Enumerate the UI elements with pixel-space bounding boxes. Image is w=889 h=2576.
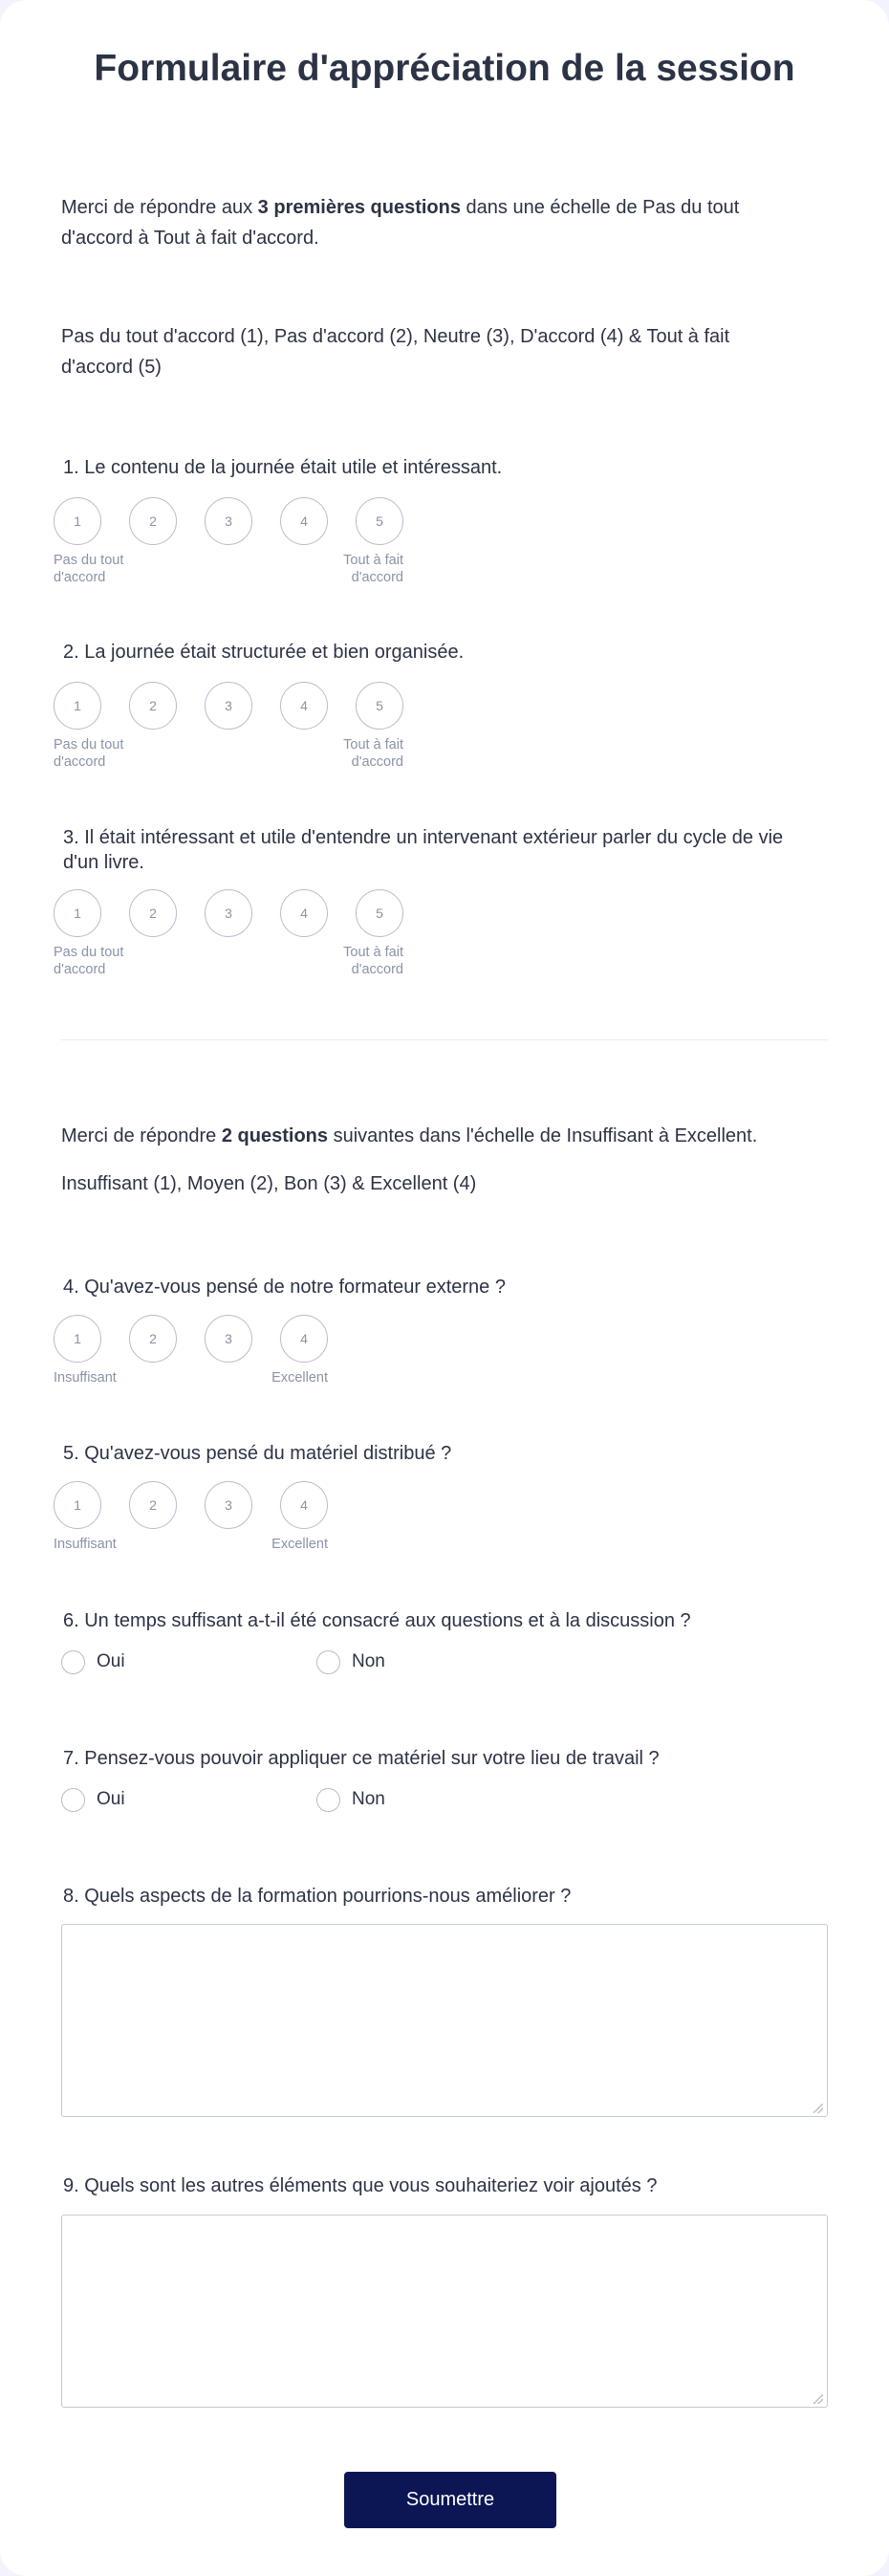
question-4-scale — [54, 1315, 340, 1391]
q2-option-3[interactable]: 3 — [205, 682, 252, 730]
q2-low-label: Pas du tout d'accord — [54, 737, 124, 770]
question-1-scale — [54, 497, 407, 585]
q5-option-4[interactable]: 4 — [280, 1481, 328, 1529]
q6-no-label: Non — [352, 1651, 385, 1671]
q2-option-2[interactable]: 2 — [129, 682, 177, 730]
q3-option-4[interactable]: 4 — [280, 889, 328, 937]
q4-option-4[interactable]: 4 — [280, 1315, 328, 1363]
q1-high-label: Tout à fait d'accord — [343, 553, 403, 585]
intro-2-text: Merci de répondre — [61, 1125, 222, 1146]
q5-low-label: Insuffisant — [54, 1537, 117, 1552]
q6-no-radio[interactable] — [316, 1650, 340, 1674]
q7-option-no[interactable] — [316, 1786, 385, 1813]
question-7-label: 7. Pensez-vous pouvoir appliquer ce matériel sur votre lieu de travail ? — [63, 1748, 660, 1769]
question-3-label: 3. Il était intéressant et utile d'entendre un intervenant extérieur parler du cycle de vie d'un livre. — [63, 827, 784, 873]
q3-high-label: Tout à fait d'accord — [343, 945, 403, 977]
q5-option-1[interactable]: 1 — [54, 1481, 101, 1529]
q9-textarea[interactable] — [61, 2215, 828, 2408]
section-divider — [61, 1039, 828, 1040]
q1-option-1[interactable]: 1 — [54, 497, 101, 545]
question-2-scale — [54, 682, 407, 770]
q5-option-3[interactable]: 3 — [205, 1481, 252, 1529]
q5-high-label: Excellent — [271, 1537, 328, 1552]
q7-no-label: Non — [352, 1789, 385, 1809]
q4-option-1[interactable]: 1 — [54, 1315, 101, 1363]
q3-option-5[interactable]: 5 — [356, 889, 403, 937]
q8-resize-handle[interactable] — [813, 2104, 823, 2113]
q4-high-label: Excellent — [271, 1370, 328, 1386]
q2-high-label: Tout à fait d'accord — [343, 737, 403, 770]
intro-1-text-end: dans une échelle de Pas du tout d'accord à Tout à fait d'accord. — [61, 197, 740, 249]
question-5-scale — [54, 1481, 340, 1558]
question-2-label: 2. La journée était structurée et bien organisée. — [63, 642, 465, 663]
q7-yes-radio[interactable] — [61, 1788, 85, 1812]
q2-option-5[interactable]: 5 — [356, 682, 403, 730]
question-1-label: 1. Le contenu de la journée était utile et intéressant. — [63, 457, 503, 478]
q1-option-5[interactable]: 5 — [356, 497, 403, 545]
q7-yes-label: Oui — [97, 1789, 125, 1809]
q3-option-2[interactable]: 2 — [129, 889, 177, 937]
q4-option-3[interactable]: 3 — [205, 1315, 252, 1363]
q6-option-no[interactable] — [316, 1648, 385, 1675]
question-9-label: 9. Quels sont les autres éléments que vous souhaiteriez voir ajoutés ? — [63, 2175, 658, 2196]
intro-paragraph-2 — [61, 1121, 828, 1151]
q3-option-1[interactable]: 1 — [54, 889, 101, 937]
q1-option-3[interactable]: 3 — [205, 497, 252, 545]
question-5-label: 5. Qu'avez-vous pensé du matériel distribué ? — [63, 1443, 452, 1464]
question-4-label: 4. Qu'avez-vous pensé de notre formateur externe ? — [63, 1277, 506, 1298]
q1-low-label: Pas du tout d'accord — [54, 553, 124, 585]
form-title: Formulaire d'appréciation de la session — [94, 48, 795, 89]
q5-option-2[interactable]: 2 — [129, 1481, 177, 1529]
q6-yes-label: Oui — [97, 1651, 125, 1671]
question-3-scale — [54, 889, 407, 977]
intro-1-text: Merci de répondre aux — [61, 197, 258, 218]
q1-option-4[interactable]: 4 — [280, 497, 328, 545]
q7-no-radio[interactable] — [316, 1788, 340, 1812]
intro-2-bold: 2 questions — [221, 1125, 329, 1146]
intro-1-bold: 3 premières questions — [257, 197, 461, 218]
q8-textarea[interactable] — [61, 1924, 828, 2117]
scale-legend-1: Pas du tout d'accord (1), Pas d'accord (2), Neutre (3), D'accord (4) & Tout à fait d'accord (5) — [61, 326, 730, 378]
q4-low-label: Insuffisant — [54, 1370, 117, 1386]
q2-option-4[interactable]: 4 — [280, 682, 328, 730]
submit-button[interactable]: Soumettre — [344, 2472, 556, 2528]
question-8-label: 8. Quels aspects de la formation pourrions-nous améliorer ? — [63, 1886, 572, 1907]
q6-option-yes[interactable] — [61, 1648, 125, 1675]
q7-option-yes[interactable] — [61, 1786, 125, 1813]
q9-resize-handle[interactable] — [813, 2394, 823, 2404]
q3-low-label: Pas du tout d'accord — [54, 945, 124, 977]
q3-option-3[interactable]: 3 — [205, 889, 252, 937]
scale-legend-2: Insuffisant (1), Moyen (2), Bon (3) & Excellent (4) — [61, 1173, 477, 1194]
intro-2-text-end: suivantes dans l'échelle de Insuffisant à Excellent. — [328, 1125, 758, 1146]
q1-option-2[interactable]: 2 — [129, 497, 177, 545]
q4-option-2[interactable]: 2 — [129, 1315, 177, 1363]
intro-paragraph-1 — [61, 192, 788, 253]
question-6-label: 6. Un temps suffisant a-t-il été consacré aux questions et à la discussion ? — [63, 1610, 691, 1631]
q2-option-1[interactable]: 1 — [54, 682, 101, 730]
q6-yes-radio[interactable] — [61, 1650, 85, 1674]
